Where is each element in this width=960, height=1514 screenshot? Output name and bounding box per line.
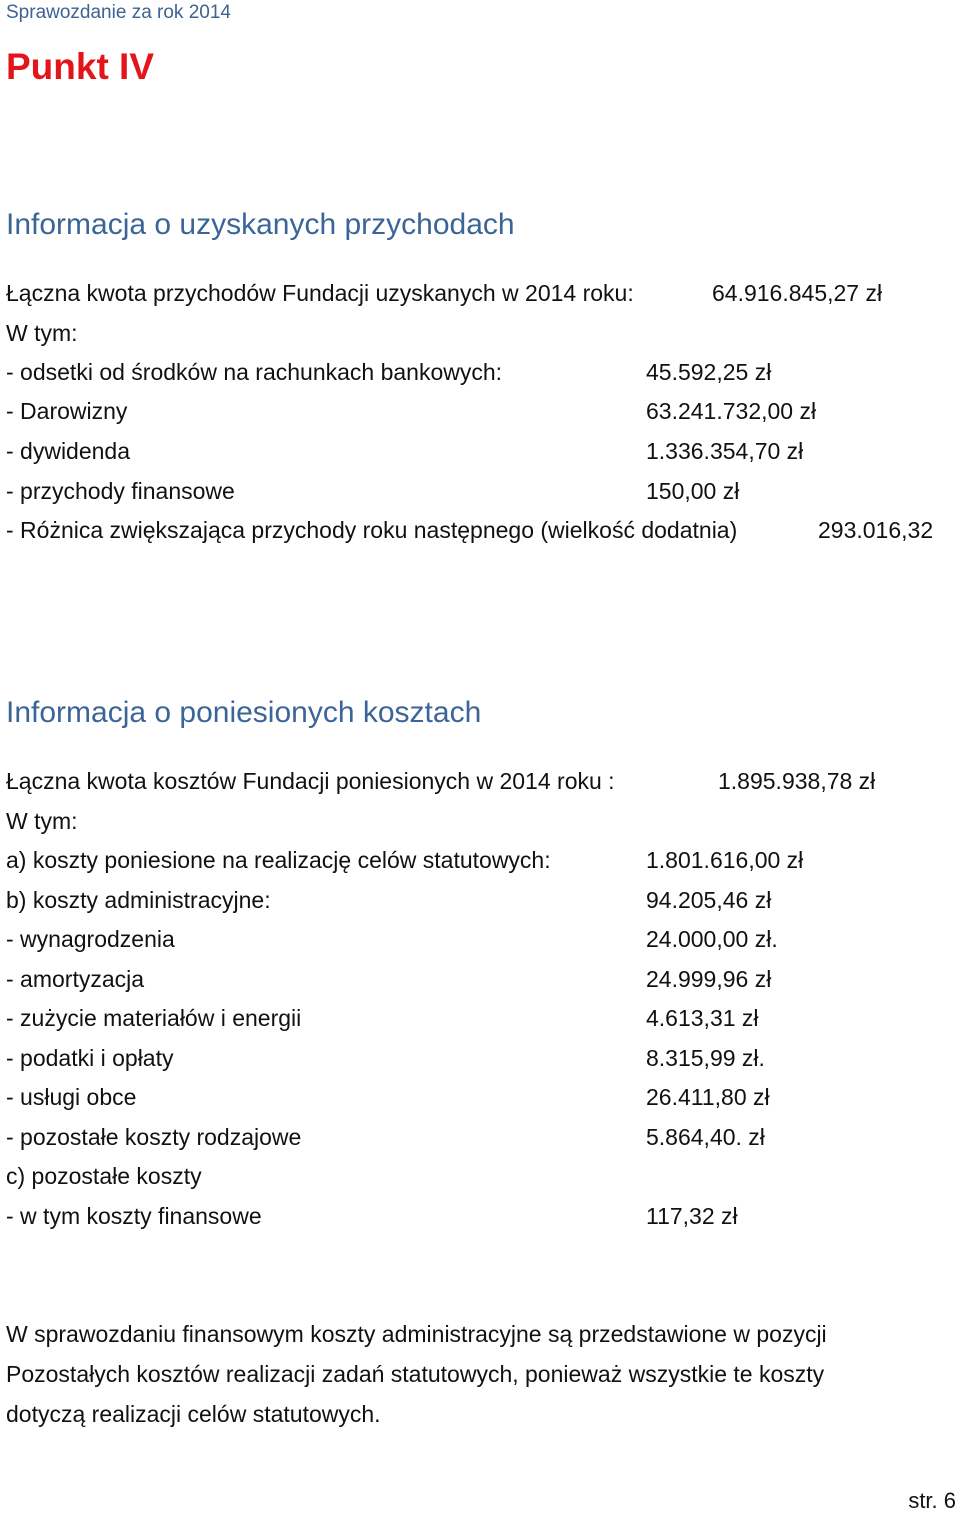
- note-line: dotyczą realizacji celów statutowych.: [6, 1401, 381, 1427]
- cost-item-label: - pozostałe koszty rodzajowe: [6, 1124, 302, 1150]
- cost-item-value: 26.411,80 zł: [646, 1084, 770, 1110]
- cost-item-label: - amortyzacja: [6, 966, 145, 992]
- income-item-value: 63.241.732,00 zł: [646, 398, 817, 424]
- page-number: str. 6: [908, 1488, 956, 1513]
- note-paragraph: [6, 1314, 827, 1434]
- income-heading: Informacja o uzyskanych przychodach: [6, 208, 515, 241]
- income-in-which: W tym:: [6, 320, 78, 346]
- running-header: Sprawozdanie za rok 2014: [6, 2, 231, 23]
- cost-item-value: 24.000,00 zł.: [646, 926, 778, 952]
- cost-item-value: 1.801.616,00 zł: [646, 847, 804, 873]
- income-item-label: - odsetki od środków na rachunkach bankowych:: [6, 359, 503, 385]
- cost-item-label: - wynagrodzenia: [6, 926, 175, 952]
- income-item-value: 293.016,32: [818, 517, 934, 543]
- cost-item-label: - w tym koszty finansowe: [6, 1203, 262, 1229]
- income-item-label: - Różnica zwiększająca przychody roku następnego (wielkość dodatnia): [6, 517, 738, 543]
- income-item-label: - dywidenda: [6, 438, 131, 464]
- cost-item-value: 24.999,96 zł: [646, 966, 772, 992]
- income-item-label: - przychody finansowe: [6, 478, 235, 504]
- costs-total-value: 1.895.938,78 zł: [718, 768, 876, 794]
- costs-total-label: Łączna kwota kosztów Fundacji poniesionych w 2014 roku :: [6, 768, 615, 794]
- cost-item-value: 94.205,46 zł: [646, 887, 772, 913]
- income-total-label: Łączna kwota przychodów Fundacji uzyskanych w 2014 roku:: [6, 280, 634, 306]
- income-item-label: - Darowizny: [6, 398, 128, 424]
- cost-item-value: 8.315,99 zł.: [646, 1045, 765, 1071]
- costs-in-which: W tym:: [6, 808, 78, 834]
- costs-heading: Informacja o poniesionych kosztach: [6, 696, 482, 729]
- cost-item-label: - zużycie materiałów i energii: [6, 1005, 302, 1031]
- cost-item-label: - podatki i opłaty: [6, 1045, 174, 1071]
- cost-item-label: b) koszty administracyjne:: [6, 887, 271, 913]
- cost-item-value: 5.864,40. zł: [646, 1124, 765, 1150]
- note-line: Pozostałych kosztów realizacji zadań statutowych, ponieważ wszystkie te koszty: [6, 1361, 825, 1387]
- cost-item-label: c) pozostałe koszty: [6, 1163, 202, 1189]
- note-line: W sprawozdaniu finansowym koszty administracyjne są przedstawione w pozycji: [6, 1321, 827, 1347]
- cost-item-value: 4.613,31 zł: [646, 1005, 759, 1031]
- income-item-value: 150,00 zł: [646, 478, 740, 504]
- income-item-value: 1.336.354,70 zł: [646, 438, 804, 464]
- income-total-value: 64.916.845,27 zł: [712, 280, 883, 306]
- cost-item-value: 117,32 zł: [646, 1203, 738, 1229]
- cost-item-label: a) koszty poniesione na realizację celów statutowych:: [6, 847, 551, 873]
- section-title: Punkt IV: [6, 46, 155, 87]
- cost-item-label: - usługi obce: [6, 1084, 137, 1110]
- income-item-value: 45.592,25 zł: [646, 359, 772, 385]
